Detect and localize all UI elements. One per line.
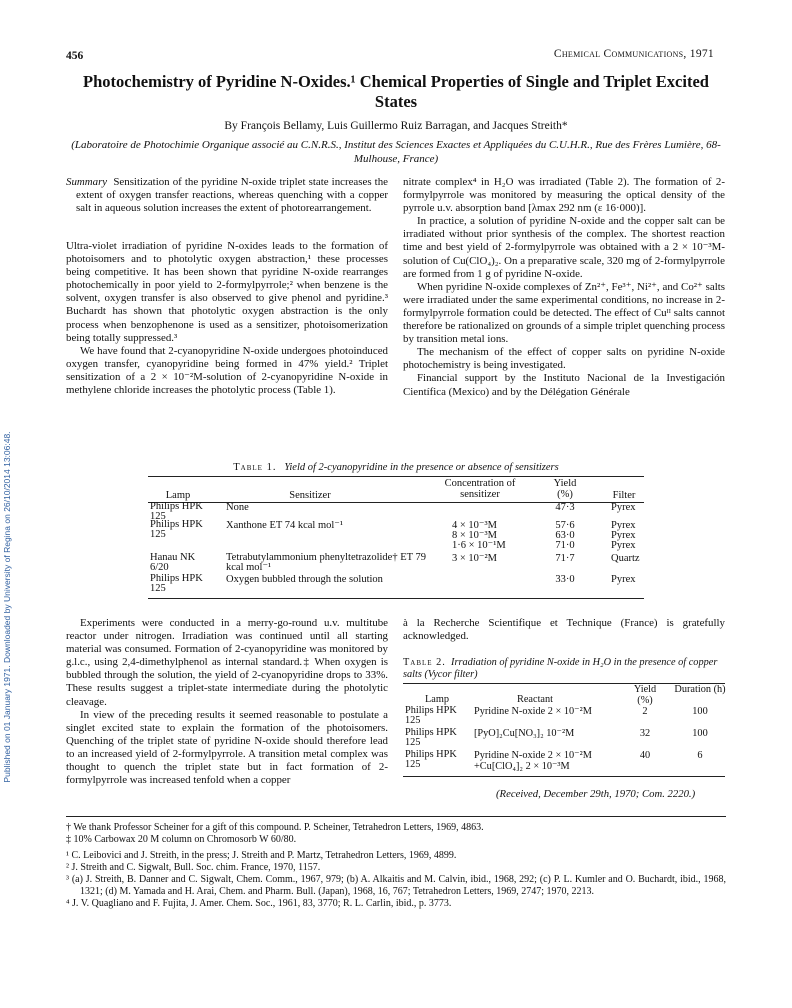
table1-cell-lamp: Philips HPK 125 [150, 519, 203, 540]
summary-text: Sensitization of the pyridine N-oxide triplet state increases the extent of oxygen transfer reactions, whereas quenching with a copper salt in aqueous solution increases the extent of photorearrangement. [76, 176, 388, 215]
table2-header-lamp: Lamp [424, 694, 450, 705]
article-title: Photochemistry of Pyridine N-Oxides.¹ Chemical Properties of Single and Triplet Excited States [83, 72, 709, 111]
table1-header-concentration: Concentration of sensitizer [444, 478, 516, 500]
footnote: ‡ 10% Carbowax 20 M column on Chromosorb W 60/80. [66, 834, 297, 845]
footnote: † We thank Professor Scheiner for a gift of this compound. P. Scheiner, Tetrahedron Letters, 1969, 4863. [66, 822, 484, 833]
paragraph: nitrate complex⁴ in H₂O was irradiated (Table 2). The formation of 2-formylpyrrole was monitored by measuring the optical density of the pyrrole u.v. absorption band [λmax 292 nm (ε 16·000)]. [403, 176, 725, 215]
paragraph: Financial support by the Instituto Nacional de la Investigación Científica (Mexico) and by the Délégation Générale [403, 372, 725, 398]
table1-cell-yield: 71·7 [555, 553, 575, 564]
side-note-text: Published on 01 January 1971. Downloaded by University of Regina on 26/10/2014 13:06:48. [2, 431, 12, 783]
footnote-rule [66, 816, 726, 817]
table1-cell-yield: 71·0 [555, 540, 575, 551]
table1-cell-filter: Pyrex [611, 540, 636, 551]
table2-header-yield: Yield (%) [633, 684, 657, 706]
table2-cell-yield: 2 [642, 706, 648, 717]
paragraph: When pyridine N-oxide complexes of Zn²⁺, Fe³⁺, Ni²⁺, and Co²⁺ salts were irradiated under the same experimental conditions, no increase in 2-formylpyrrole formation could be detected. The effect of Cuᴵᴵ salts cannot therefore be rationalized on grounds of a simple triplet quenching process by transition metal ions. [403, 280, 725, 346]
table1-cell-sensitizer: Oxygen bubbled through the solution [226, 574, 383, 585]
table2-cell-reactant: Pyridine N-oxide 2 × 10⁻²M [474, 750, 592, 761]
table1-cell-sensitizer: None [226, 502, 249, 513]
table2-cell-yield: 32 [639, 728, 651, 739]
table1-cell-filter: Pyrex [611, 502, 636, 513]
table1-caption-text: Yield of 2-cyanopyridine in the presence or absence of sensitizers [284, 462, 559, 473]
table1-cell-filter: Pyrex [611, 574, 636, 585]
table1-cell-conc: 4 × 10⁻³M [452, 520, 497, 531]
table1-header-lamp: Lamp [165, 490, 191, 501]
table2-label: Table 2. [403, 657, 446, 668]
table1-cell-sensitizer: Xanthone ET 74 kcal mol⁻¹ [226, 520, 343, 531]
paragraph: In view of the preceding results it seemed reasonable to postulate a singlet excited state to explain the formation of the photoisomers. Quenching of the triplet state of pyridine N-oxide should therefore lead to an increased yield of 2-formylpyrrole. A transition metal complex was thought to quench the triplet state but in fact formation of 2-formylpyrrole was increased tenfold when a copper [66, 708, 388, 787]
table2-bottom-rule [403, 776, 725, 777]
table1-label: Table 1. [233, 462, 277, 473]
table1-header-sensitizer: Sensitizer [289, 490, 331, 501]
table1-header-filter: Filter [612, 490, 636, 501]
received-date: (Received, December 29th, 1970; Com. 2220.) [496, 788, 696, 800]
running-head: Chemical Communications, 1971 [553, 48, 714, 60]
table1-cell-filter: Pyrex [611, 530, 636, 541]
table2-cell-reactant: Pyridine N-oxide 2 × 10⁻²M [474, 706, 592, 717]
table1-cell-lamp: Philips HPK 125 [150, 501, 203, 522]
article-affiliation: (Laboratoire de Photochimie Organique associé au C.N.R.S., Institut des Sciences Exactes et Appliquées du C.U.H.R., Rue des Frères Lumière, 68-Mulhouse, France) [71, 139, 721, 165]
table1-cell-filter: Pyrex [611, 520, 636, 531]
reference: ² J. Streith and C. Sigwalt, Bull. Soc. chim. France, 1970, 1157. [66, 862, 321, 873]
paragraph: Experiments were conducted in a merry-go-round u.v. multitube reactor under nitrogen. Irradiation was continued until all starting material was consumed. Formation of 2-cyanopyridine was monitored by g.l.c., using 2,4-dimethylphenol as internal standard.‡ When oxygen is bubbled through the solution, the yield of 2-cyanopyridine drops to 33%. These results suggest a triplet-state intermediate during the photolytic cleavage. [66, 617, 388, 708]
reference: ⁴ J. V. Quagliano and F. Fujita, J. Amer. Chem. Soc., 1961, 83, 3770; R. L. Carlin, ibid., p. 3773. [66, 898, 452, 909]
table2-cell-lamp: Philips HPK 125 [405, 705, 457, 726]
table2-cell-duration: 6 [697, 750, 703, 761]
footnotes [66, 822, 726, 846]
table1-cell-yield: 47·3 [555, 502, 575, 513]
table2-header-reactant: Reactant [516, 694, 554, 705]
table2-cell-duration: 100 [692, 706, 708, 717]
page-number: 456 [66, 50, 84, 62]
table1-cell-lamp: Philips HPK 125 [150, 573, 203, 594]
reference: ³ (a) J. Streith, B. Danner and C. Sigwalt, Chem. Comm., 1967, 979; (b) A. Alkaitis and M. Calvin, ibid., 1968, 292; (c) P. L. Kumler and O. Buchardt, ibid., 1968, 1321; (d) M. Yamada and H. Arai, Chem. and Pharm. Bull. (Japan), 1968, 16, 767; Tetrahedron Letters, 1969, 2747; 1970, 2213. [66, 874, 726, 897]
summary-label: Summary [66, 176, 108, 188]
table1-cell-filter: Quartz [611, 553, 640, 564]
table1-cell-conc: 1·6 × 10⁻¹M [452, 540, 506, 551]
table2-cell-reactant: [PyO]₂Cu[NO₃]₂ 10⁻²M [474, 728, 575, 739]
paragraph: à la Recherche Scientifique et Technique (France) is gratefully acknowledged. [403, 617, 725, 643]
table2-cell-duration: 100 [692, 728, 708, 739]
paragraph: In practice, a solution of pyridine N-oxide and the copper salt can be irradiated without prior synthesis of the complex. The shortest reaction time and best yield of 2-formylpyrrole was obtained with a 2 × 10⁻³M-solution of Cu(ClO₄)₂. On a preparative scale, 320 mg of 2-formylpyrrole are formed from 1 g of pyridine N-oxide. [403, 215, 725, 280]
references [66, 850, 726, 910]
table1-cell-yield: 63·0 [555, 530, 575, 541]
table1-cell-yield: 33·0 [555, 574, 575, 585]
paragraph: We have found that 2-cyanopyridine N-oxide undergoes photoinduced oxygen transfer, cyanopyridine being formed in 47% yield.² Triplet sensitization of a 2 × 10⁻²M-solution of 2-cyanopyridine N-oxide in methylene chloride increases the photolytic process (Table 1). [66, 344, 388, 397]
table2-cell-lamp: Philips HPK 125 [405, 727, 457, 748]
table1-cell-conc: 8 × 10⁻³M [452, 530, 497, 541]
reference: ¹ C. Leibovici and J. Streith, in the press; J. Streith and P. Martz, Tetrahedron Letters, 1969, 4899. [66, 850, 457, 861]
table1-header-yield: Yield (%) [553, 478, 577, 500]
paragraph: The mechanism of the effect of copper salts on pyridine N-oxide photochemistry is being investigated. [403, 346, 725, 372]
paragraph: Ultra-violet irradiation of pyridine N-oxides leads to the formation of photoisomers and to photolytic oxygen abstraction,¹ these processes being competitive. It has been shown that pyridine N-oxide rearranges photochemically in poor yield to 2-formylpyrrole;² when benzene is the solvent, oxygen transfer is also observed to give phenol and pyridine.³ Buchardt has shown that photolytic oxygen abstraction is the only process when benzophenone is used as a sensitizer, photoisomerization being totally suppressed.³ [66, 240, 388, 344]
table2-cell-reactant: +Cu[ClO₄]₂ 2 × 10⁻³M [474, 761, 570, 772]
table1-cell-conc: 3 × 10⁻²M [452, 553, 497, 564]
table1-cell-yield: 57·6 [555, 520, 575, 531]
table2-header-duration: Duration (h) [674, 684, 726, 695]
table2-cell-lamp: Philips HPK 125 [405, 749, 457, 770]
table1-cell-sensitizer: Tetrabutylammonium phenyltetrazolide† ET 79 kcal mol⁻¹ [226, 552, 426, 573]
table2-caption-text: Irradiation of pyridine N-oxide in H₂O in the presence of copper salts (Vycor filter) [403, 657, 718, 680]
table1-cell-lamp: Hanau NK 6/20 [150, 552, 196, 573]
article-authors: By François Bellamy, Luis Guillermo Ruiz Barragan, and Jacques Streith* [224, 120, 568, 132]
table2-cell-yield: 40 [639, 750, 651, 761]
